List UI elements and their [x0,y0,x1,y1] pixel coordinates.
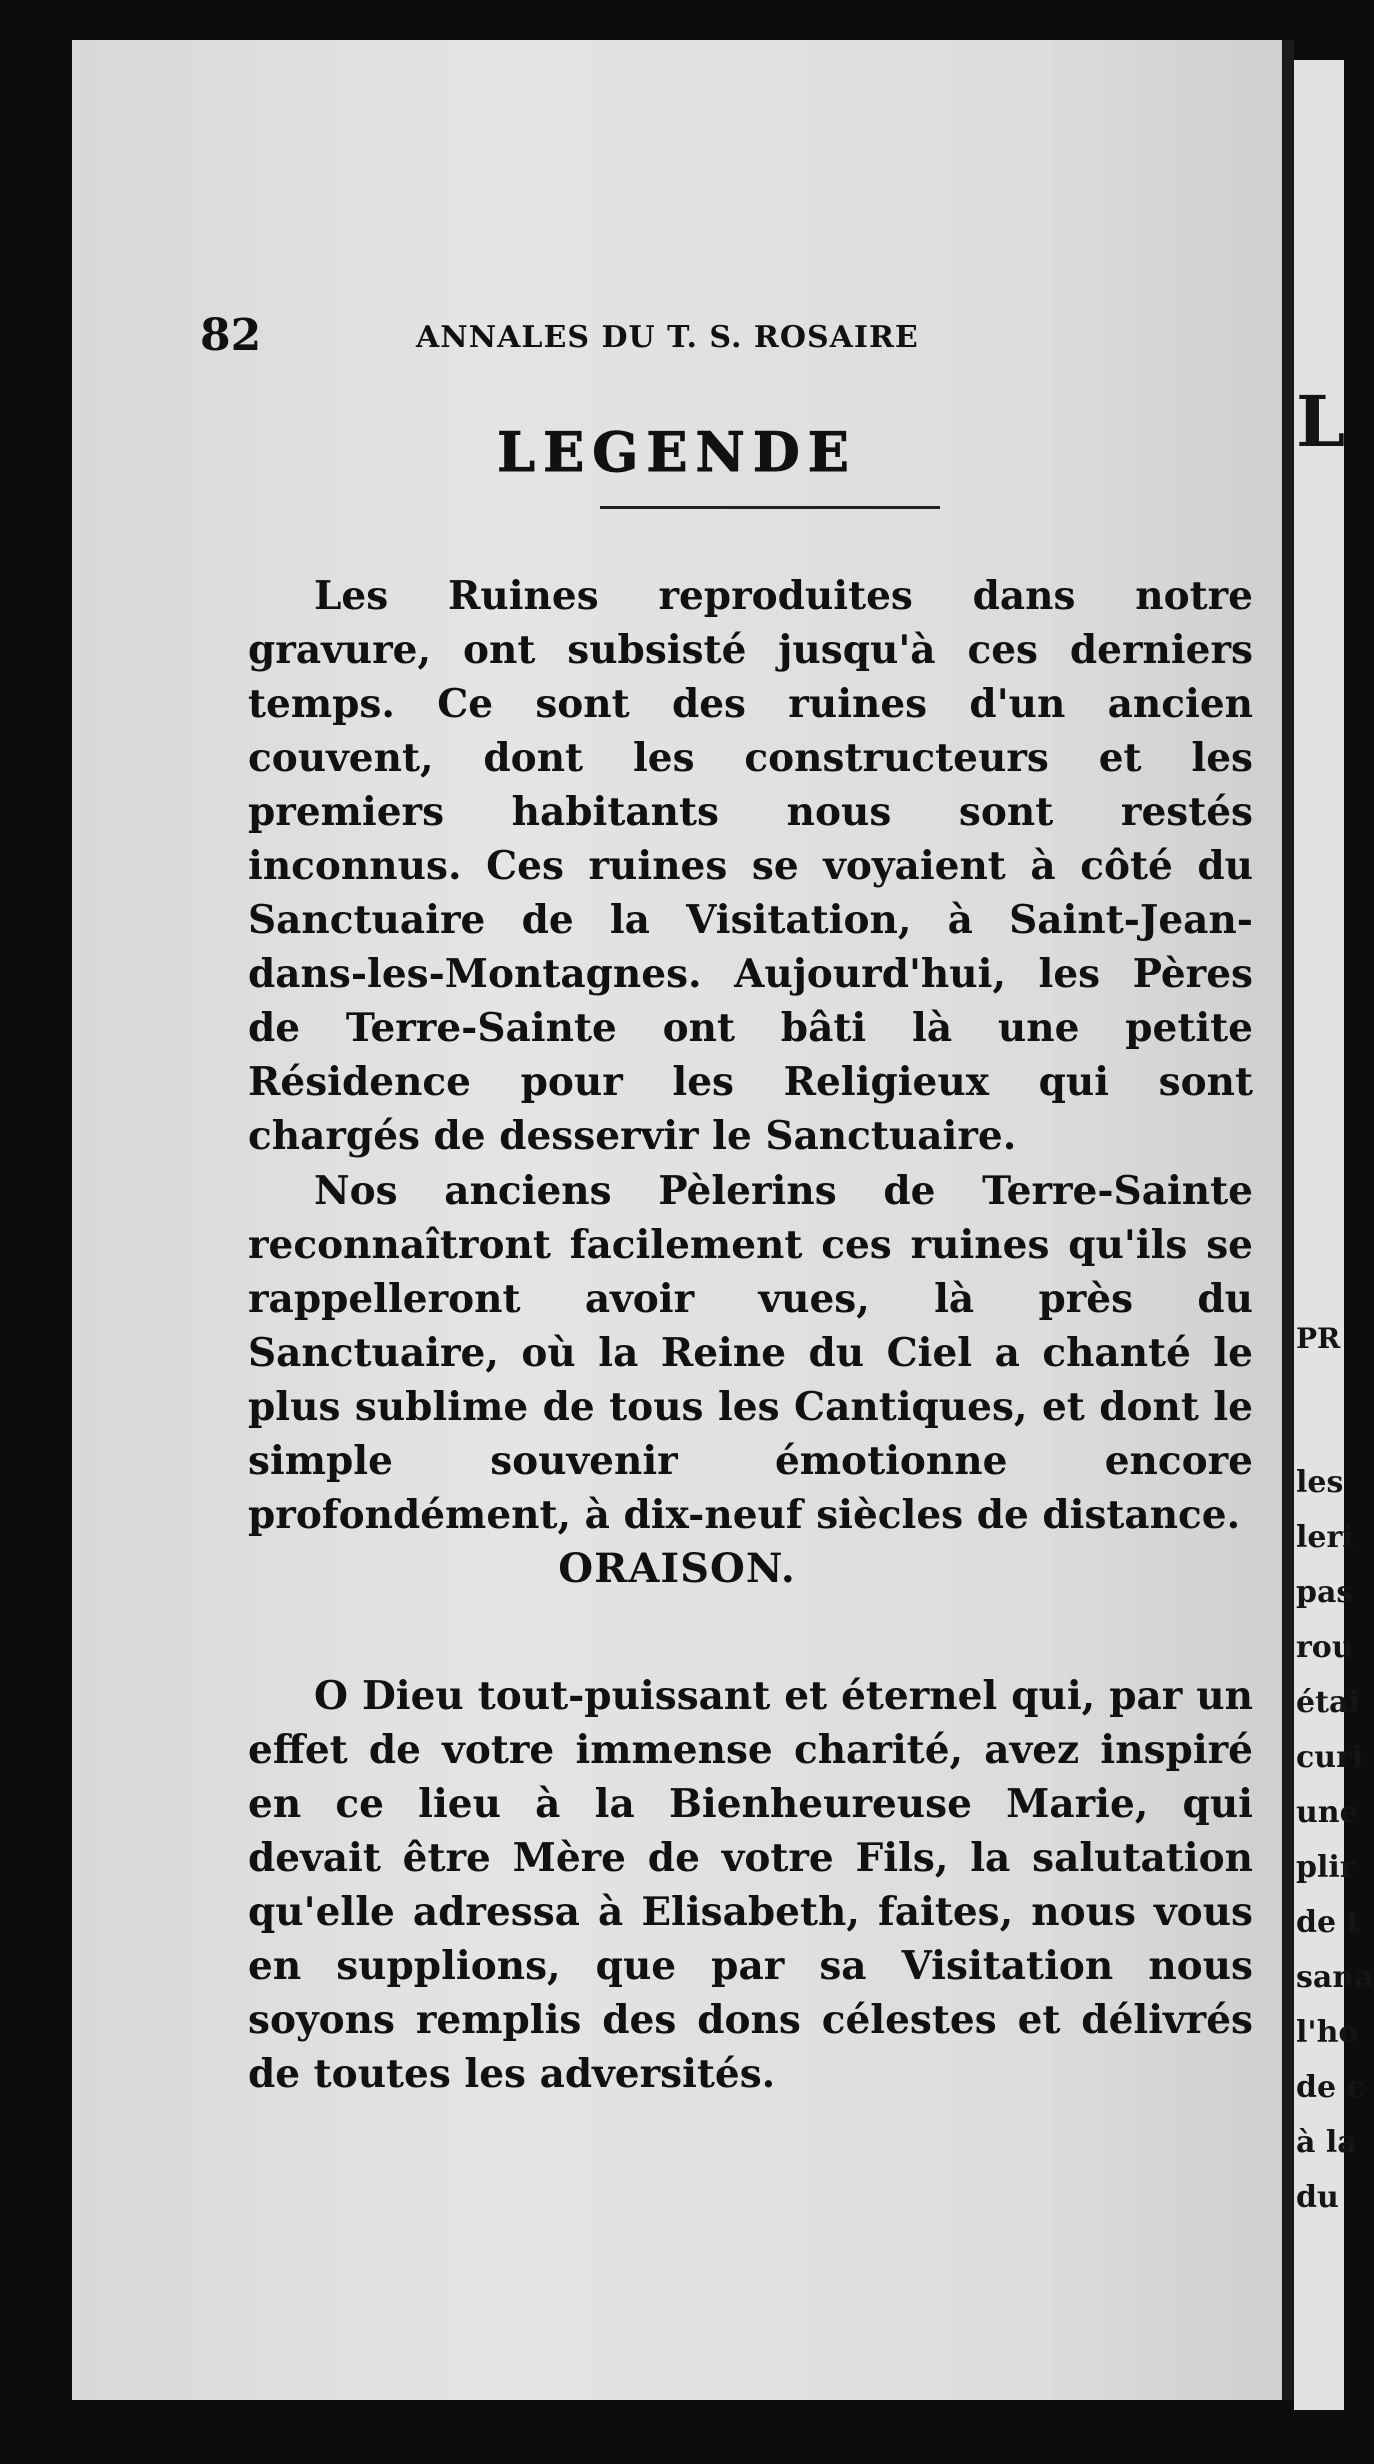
prayer-title: ORAISON. [558,1545,796,1592]
facing-page-fragment: de c [1296,2070,1365,2105]
facing-page-fragment: curi [1296,1740,1364,1775]
running-title: ANNALES DU T. S. ROSAIRE [416,320,919,355]
facing-page-fragment: pas [1296,1575,1354,1610]
book-spine [1282,40,1294,2400]
facing-page-fragment: les [1296,1465,1344,1500]
facing-page-fragment: leri [1296,1520,1354,1555]
facing-page-fragment: une [1296,1795,1359,1830]
title-divider [600,506,940,509]
facing-page-fragment: du [1296,2180,1339,2215]
facing-page-fragment: L [1296,380,1346,463]
facing-page [1294,60,1374,2410]
facing-page-fragment: étai [1296,1685,1360,1720]
facing-page-fragment: plir [1296,1850,1356,1885]
page-number: 82 [200,310,262,361]
facing-page-fragment: PR [1296,1322,1341,1355]
facing-page-fragment: l'ho [1296,2015,1359,2050]
facing-page-fragment: sana [1296,1960,1374,1995]
page-header [200,310,1100,370]
facing-page-fragment: de t [1296,1905,1361,1940]
facing-page-fragment: à la [1296,2125,1357,2160]
prayer-text: O Dieu tout-puissant et éternel qui, par un effet de votre immense charité, avez inspiré en ce lieu à la Bienheureuse Marie, qui devait être Mère de votre Fils, la salutation qu'elle adressa à Elisabeth, faites, nous vous en supplions, que par sa Visitation nous soyons remplis des dons célestes et délivrés de toutes les adversités. [248,1673,1253,2097]
legend-paragraph: Nos anciens Pèlerins de Terre-Sainte reconnaîtront facilement ces ruines qu'ils se rappelleront avoir vues, là près du Sanctuaire, où la Reine du Ciel a chanté le plus sublime de tous les Cantiques, et dont le simple souvenir émotionne encore profondément, à dix-neuf siècles de distance. [248,1168,1253,1538]
legend-paragraph: Les Ruines reproduites dans notre gravure, ont subsisté jusqu'à ces derniers temps. Ce sont des ruines d'un ancien couvent, dont les constructeurs et les premiers habitants nous sont restés inconnus. Ces ruines se voyaient à côté du Sanctuaire de la Visitation, à Saint-Jean-dans-les-Montagnes. Aujourd'hui, les Pères de Terre-Sainte ont bâti là une petite Résidence pour les Religieux qui sont chargés de desservir le Sanctuaire. [248,573,1253,1159]
legend-title: LEGENDE [497,420,857,484]
facing-page-fragment: rou [1296,1630,1354,1665]
